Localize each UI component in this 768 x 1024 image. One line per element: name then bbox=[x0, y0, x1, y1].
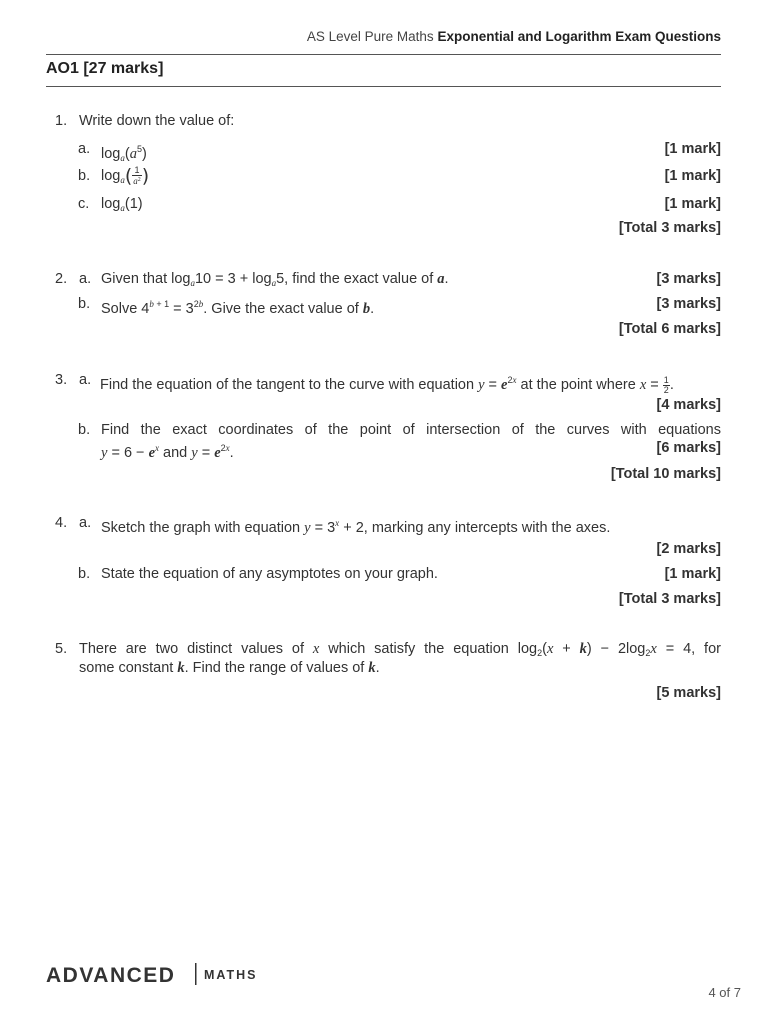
advanced-maths-logo bbox=[46, 960, 276, 990]
question-4a bbox=[0, 513, 721, 536]
part-letter: a. bbox=[79, 372, 92, 388]
part-marks: [4 marks] bbox=[656, 397, 721, 413]
part-marks: [3 marks] bbox=[656, 271, 721, 287]
part-letter: b. bbox=[78, 566, 91, 582]
part-text: Find the exact coordinates of the point of intersection of the curves with equations bbox=[101, 422, 721, 438]
total-marks: [Total 10 marks] bbox=[610, 466, 721, 482]
page-header bbox=[46, 29, 721, 44]
page-number: 4 of 7 bbox=[708, 985, 741, 1000]
question-1b bbox=[0, 166, 721, 186]
question-5 bbox=[0, 639, 721, 659]
section-title: AO1 [27 marks] bbox=[46, 60, 164, 77]
question-1-total bbox=[0, 218, 721, 238]
question-number: 1. bbox=[55, 113, 68, 129]
part-marks: [2 marks] bbox=[656, 541, 721, 557]
total-marks: [Total 6 marks] bbox=[618, 321, 721, 337]
question-3b bbox=[0, 420, 721, 440]
question-2b bbox=[0, 294, 721, 317]
question-text-cont: some constant k. Find the range of values of k. bbox=[79, 660, 380, 676]
question-2-total bbox=[0, 319, 721, 339]
logo-divider bbox=[195, 963, 197, 985]
part-marks: [6 marks] bbox=[656, 440, 721, 456]
question-2a bbox=[0, 269, 721, 289]
total-marks: [Total 3 marks] bbox=[618, 591, 721, 607]
part-text-cont: $y = 6 - e^x$ and $y = e^{2x}$. bbox=[101, 443, 234, 461]
section-rule bbox=[46, 86, 721, 87]
total-marks: [5 marks] bbox=[656, 685, 721, 701]
question-number: 3. bbox=[55, 372, 68, 388]
question-5-marks bbox=[0, 683, 721, 703]
question-1 bbox=[0, 111, 721, 131]
part-letter: a. bbox=[79, 515, 92, 531]
question-3b-cont bbox=[0, 438, 721, 461]
question-1a bbox=[0, 139, 721, 163]
part-text: Given that $\log_a10 = 3 + \log_a5$, find the exact value of a. bbox=[101, 271, 449, 288]
question-5-cont bbox=[0, 658, 721, 678]
question-stem: Write down the value of: bbox=[79, 113, 235, 129]
part-marks: [3 marks] bbox=[656, 296, 721, 312]
question-1c bbox=[0, 194, 721, 214]
part-marks: [1 mark] bbox=[664, 168, 721, 184]
total-marks: [Total 3 marks] bbox=[618, 220, 721, 236]
part-marks: [1 mark] bbox=[664, 196, 721, 212]
part-letter: c. bbox=[78, 196, 90, 212]
part-text: Sketch the graph with equation $y = 3^x + 2$, marking any intercepts with the axes. bbox=[101, 518, 611, 536]
question-4b bbox=[0, 564, 721, 584]
question-number: 5. bbox=[55, 641, 68, 657]
logo-text: ADVANCED bbox=[46, 964, 176, 987]
part-letter: b. bbox=[78, 168, 91, 184]
part-text: Find the equation of the tangent to the curve with equation $y = e^{2x}$ at the point where x = $\frac{1}{2}$ . bbox=[100, 374, 674, 395]
question-3-total bbox=[0, 464, 721, 484]
part-text: $\log_a$( $\frac{1}{a^2}$ ) bbox=[101, 165, 150, 187]
part-text: Solve $4^{b + 1} = 3^{2b}$. Give the exact value of b. bbox=[101, 299, 375, 317]
header-course: AS Level Pure Maths bbox=[306, 29, 434, 44]
part-text: $\log_a(1)$ bbox=[101, 196, 143, 213]
question-number: 2. bbox=[55, 271, 68, 287]
part-letter: a. bbox=[78, 141, 91, 157]
question-text: There are two distinct values of x which satisfy the equation $\log_2(x + k) - 2\log_2x = 4$, for bbox=[79, 641, 721, 658]
part-text: State the equation of any asymptotes on your graph. bbox=[101, 566, 438, 582]
part-letter: b. bbox=[78, 296, 91, 312]
part-marks: [1 mark] bbox=[664, 141, 721, 157]
question-4a-marks bbox=[0, 539, 721, 559]
header-title: Exponential and Logarithm Exam Questions bbox=[437, 29, 721, 44]
part-letter: a. bbox=[79, 271, 92, 287]
logo-sub: MATHS bbox=[204, 968, 258, 982]
question-3a-marks bbox=[0, 395, 721, 415]
question-number: 4. bbox=[55, 515, 68, 531]
question-4-total bbox=[0, 589, 721, 609]
part-letter: b. bbox=[78, 422, 91, 438]
header-rule bbox=[46, 54, 721, 55]
question-3a bbox=[0, 370, 721, 395]
part-marks: [1 mark] bbox=[664, 566, 721, 582]
part-text: $\log_a(a^5)$ bbox=[101, 144, 147, 163]
